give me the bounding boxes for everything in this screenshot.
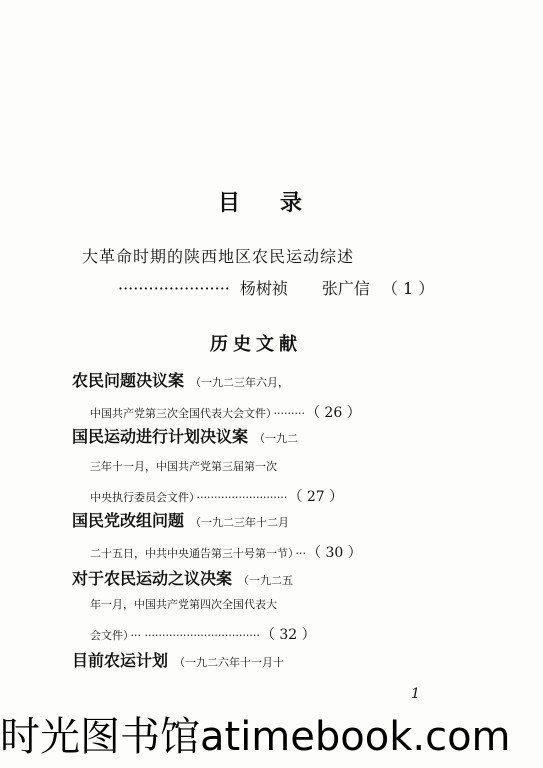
entry-line-text: 中央执行委员会文件） <box>90 491 195 504</box>
entry-line-text: 二十五日，中共中央通告第三十号第一节） <box>90 547 294 560</box>
toc-entry-line <box>90 486 343 506</box>
entry-note: （一九二 <box>254 432 299 445</box>
page-ref: （ 30 ） <box>314 545 362 561</box>
entry-line-text: 年一月，中国共产党第四次全国代表大 <box>90 598 277 611</box>
toc-entry-title <box>72 368 289 391</box>
entry-title-text: 国民运动进行计划决议案 <box>72 427 249 446</box>
entry-note: （一九二三年十二月 <box>190 516 290 529</box>
toc-entry-title <box>72 648 284 671</box>
entry-line-text: 中国共产党第三次全国代表大会文件） <box>90 407 272 420</box>
watermark-text: 时光图书馆atimebook.com <box>0 714 511 760</box>
entry-title-text: 目前农运计划 <box>72 651 169 670</box>
page-number: 1 <box>411 686 420 702</box>
entry-note: （一九二三年六月， <box>190 376 290 389</box>
leader-dots: ··· ································· <box>130 629 260 642</box>
toc-heading: 目录 <box>218 190 343 216</box>
leader-dots: ······················ <box>118 279 230 298</box>
page-ref: （ 1 ） <box>381 279 435 298</box>
toc-entry-title: 大革命时期的陕西地区农民运动综述 <box>82 247 355 266</box>
entry-note: （一九二五 <box>238 574 294 587</box>
page-ref: （ 27 ） <box>295 489 344 505</box>
toc-entry-line <box>118 276 434 299</box>
entry-title-text: 农民问题决议案 <box>72 371 185 390</box>
leader-dots: ··· <box>295 547 306 560</box>
toc-entry-title <box>72 424 298 447</box>
toc-entry-title <box>72 508 289 531</box>
page-ref: （ 26 ） <box>312 405 361 421</box>
author-name: 张广信 <box>321 279 370 298</box>
author-name: 杨树祯 <box>239 279 288 298</box>
toc-entry-title <box>72 566 293 589</box>
leader-dots: ·························· <box>196 491 288 504</box>
toc-entry-line <box>90 402 361 422</box>
toc-entry-line <box>90 542 362 562</box>
entry-note: （一九二六年十一月十 <box>174 656 285 669</box>
entry-title-text: 对于农民运动之议决案 <box>72 569 233 588</box>
toc-entry-line <box>90 596 277 612</box>
entry-title-text: 国民党改组问题 <box>72 511 185 530</box>
leader-dots: ········· <box>273 407 305 420</box>
page-ref: （ 32 ） <box>267 627 316 643</box>
entry-line-text: 三年十一月，中国共产党第三届第一次 <box>90 460 277 473</box>
toc-entry-line <box>90 624 316 644</box>
entry-line-text: 会文件） <box>90 629 129 642</box>
toc-entry-line <box>90 458 277 474</box>
section-heading: 历史文献 <box>210 334 302 355</box>
